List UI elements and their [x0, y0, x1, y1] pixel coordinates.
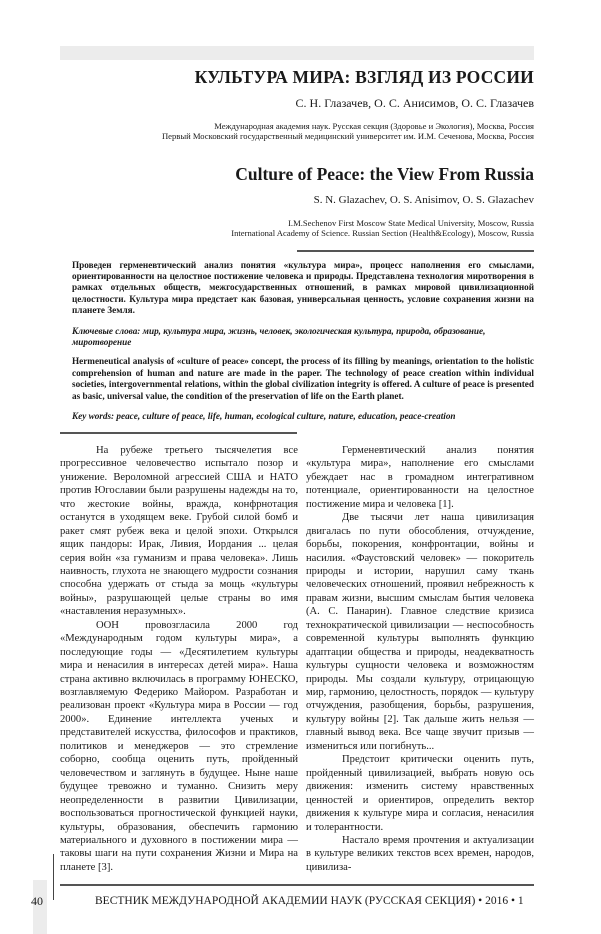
page-number-cell	[31, 894, 95, 908]
page-number: 40	[31, 893, 43, 908]
authors-en: S. N. Glazachev, O. S. Anisimov, O. S. Glazachev	[313, 194, 534, 206]
header-band	[60, 46, 534, 60]
keywords-en: Key words: peace, culture of peace, life, human, ecological culture, nature, education, peace-creation	[72, 410, 456, 421]
affiliation-en-1: I.M.Sechenov First Moscow State Medical University, Moscow, Russia	[288, 218, 534, 228]
authors-ru: С. Н. Глазачев, О. С. Анисимов, О. С. Глазачев	[295, 96, 534, 110]
abstract-ru: Проведен герменевтический анализ понятия «культура мира», процесс наполнения его смыслами, ориентированности на целостное постижение человека и природы. Представлена технология миротворения в рамках отдельных обществ, межгосударственных отношений, в рамках мировой цивилизационной целостности. Культура мира предстает как базовая, универсальная ценность, условие сохранения жизни на планете Земля.	[72, 259, 534, 316]
journal-footer: ВЕСТНИК МЕЖДУНАРОДНОЙ АКАДЕМИИ НАУК (РУССКАЯ СЕКЦИЯ) • 2016 • 1	[95, 894, 524, 907]
abstract-section	[60, 260, 534, 423]
divider-abstract	[60, 432, 297, 434]
body-column-left	[60, 444, 298, 875]
title-en: Culture of Peace: the View From Russia	[235, 164, 534, 184]
title-ru: КУЛЬТУРА МИРА: ВЗГЛЯД ИЗ РОССИИ	[194, 67, 534, 87]
footer-row	[31, 893, 534, 908]
abstract-en: Hermeneutical analysis of «culture of peace» concept, the process of its filling by meanings, orientation to the holistic comprehension of human and nature are made in the paper. The technology of peace creation within individual societies, intergovernmental relations, within the global civilization integrity is offered. A culture of peace is presented as basic, universal value, the condition of the preservation of life on the Earth planet.	[72, 356, 534, 401]
affiliations-ru	[60, 121, 534, 141]
body-columns	[60, 444, 534, 875]
paragraph: Настало время прочтения и актуализации в культуре великих текстов всех времен, народов, цивилиза-	[306, 835, 534, 873]
footer	[31, 884, 534, 908]
affiliations-en	[60, 218, 534, 238]
paragraph: На рубеже третьего тысячелетия все прогрессивное человечество испытало позор и унижение. Вероломной агрессией США и НАТО против Югославии были разрушены надежды на то, что жестокие войны, вражда, конфрнотация останутся в уходящем веке. Грубой силой бомб и ракет смят рубеж века и целой эпохи. Открылся ящик пандоры: Ирак, Ливия, Иордания ... целая серия войн «за гуманизм и права человека». Лишь наивность, глухота не знающего мудрости сознания способна удержать от стыда за мощь «культуры войны», разрушающей целые страны во имя «наставления неразумных».	[60, 444, 298, 618]
paragraph: ООН провозгласила 2000 год «Международным годом культуры мира», а последующие годы — «Десятилетием культуры мира и ненасилия в интересах детей мира». Наша страна активно включилась в программу ЮНЕСКО, возглавляемую Федерико Майором. Разработан и реализован проект «Культура мира в России — год 2000». Единение интеллекта ученых и представителей искусства, философов и практиков, политиков и менеджеров — это стремление соборно, сообща оценить путь, пройденный человечеством и заглянуть в будущее. Ныне наше будущее тревожно и туманно. Снизить меру неопределенности в развитии Цивилизации, воспользоваться прогностической функцией науки, культуры, образования, обеспечить гармонию материального и духовного в постижении мира — таковы шаги на пути сохранения Жизни и Мира на планете [3].	[60, 619, 298, 873]
paragraph: Предстоит критически оценить путь, пройденный цивилизацией, выбрать новую ось движения: изменить систему нравственных ценностей и ориентиров, определить вектор движения к культуре мира и согласия, ненасилия и толерантности.	[306, 754, 534, 833]
affiliation-ru-2: Первый Московский государственный медицинский университет им. И.М. Сеченова, Москва, Россия	[161, 131, 534, 141]
divider-top	[297, 250, 534, 252]
body-column-right	[306, 444, 534, 875]
divider-footer	[60, 884, 534, 886]
keywords-ru: Ключевые слова: мир, культура мира, жизнь, человек, экологическая культура, природа, образование, миротворение	[72, 325, 486, 347]
paragraph: Две тысячи лет наша цивилизация двигалась по пути обособления, отчуждение, борьбы, покорения, конфронтации, войны и насилия. «Фаустовский человек» — покоритель природы и истории, нарушил саму ткань человеческих отношений, проявил небрежность к правам жизни, высшим смыслам бытия человека (А. С. Панарин). Главное следствие кризиса технократической цивилизации — неспособность современной культуры выполнять функцию адаптации общества и природы, неадекватность культуры сущности человека и возможностям природы. Мы создали культуру, отрицающую мир, гармонию, целостность, порядок — культуру отчуждения, разобщения, борьбы, разрушения, культуру войны [2]. Так дальше жить нельзя — главный вывод века. Все чаще звучит призыв — измениться или погибнуть...	[306, 512, 534, 752]
affiliation-en-2: International Academy of Science. Russian Section (Health&Ecology), Moscow, Russia	[231, 228, 534, 238]
affiliation-ru-1: Международная академия наук. Русская секция (Здоровье и Экология), Москва, Россия	[214, 121, 534, 131]
paragraph: Герменевтический анализ понятия «культура мира», наполнение его смыслами убеждает нас в громадном интегративном потенциале, ориентированности на целостное постижение мира и человека [1].	[306, 444, 534, 510]
header	[60, 66, 534, 238]
